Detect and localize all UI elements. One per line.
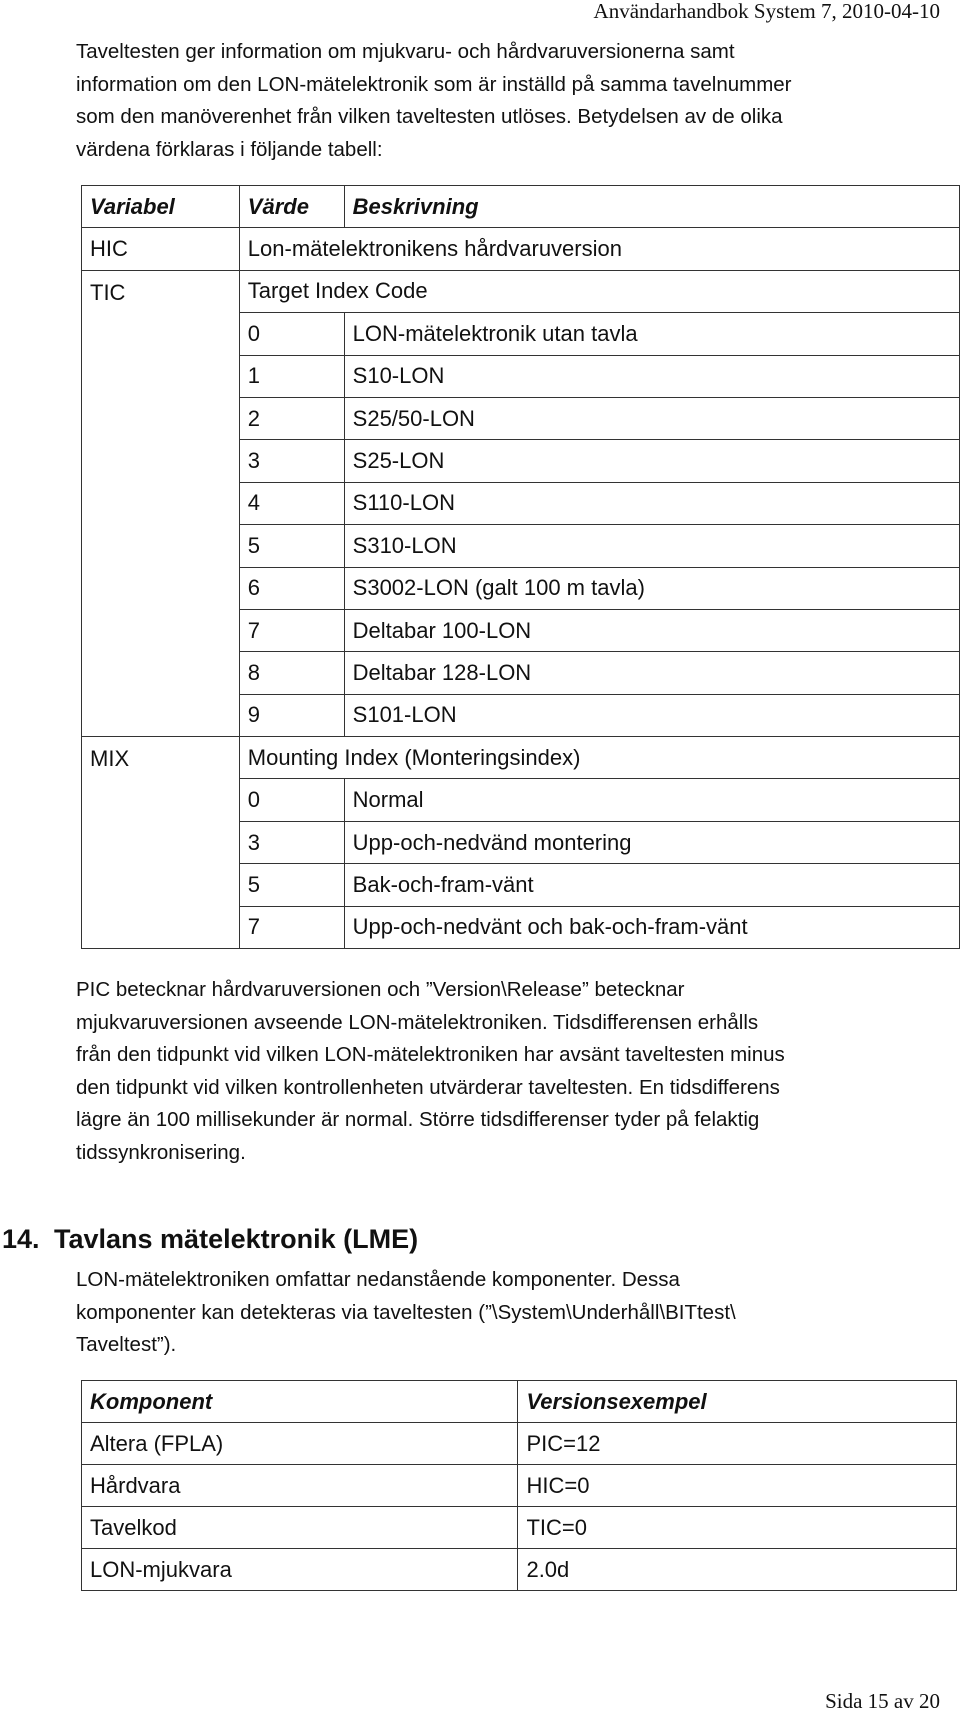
paragraph-line: den tidpunkt vid vilken kontrollenheten utvärderar taveltesten. En tidsdifferens [76, 1075, 780, 1099]
intro-line: Taveltesten ger information om mjukvaru- och hårdvaruversionerna samt [76, 40, 735, 63]
description-cell: S3002-LON (galt 100 m tavla) [344, 567, 959, 609]
table-row [82, 270, 960, 312]
variable-description: Target Index Code [239, 270, 959, 312]
variable-description: Mounting Index (Monteringsindex) [239, 737, 959, 779]
description-cell: Upp-och-nedvänt och bak-och-fram-vänt [344, 906, 959, 948]
description-cell: Deltabar 128-LON [344, 652, 959, 694]
table-row [82, 228, 960, 270]
pic-paragraph [76, 974, 785, 1169]
value-cell: 0 [239, 313, 344, 355]
example-cell: HIC=0 [518, 1465, 957, 1507]
intro-paragraph [76, 36, 792, 166]
value-cell: 8 [239, 652, 344, 694]
value-cell: 1 [239, 355, 344, 397]
variable-name: HIC [82, 228, 240, 270]
variable-name: MIX [82, 737, 240, 949]
section-heading [2, 1222, 418, 1256]
section-title: Tavlans mätelektronik (LME) [54, 1224, 419, 1254]
table-row [82, 737, 960, 779]
value-cell: 2 [239, 397, 344, 439]
table-row [82, 1465, 957, 1507]
value-cell: 5 [239, 864, 344, 906]
description-cell: S310-LON [344, 525, 959, 567]
value-cell: 7 [239, 609, 344, 651]
value-cell: 9 [239, 694, 344, 736]
description-cell: Deltabar 100-LON [344, 609, 959, 651]
component-cell: LON-mjukvara [82, 1549, 518, 1591]
value-cell: 4 [239, 482, 344, 524]
value-cell: 5 [239, 525, 344, 567]
description-cell: S10-LON [344, 355, 959, 397]
description-cell: Bak-och-fram-vänt [344, 864, 959, 906]
paragraph-line: mjukvaruversionen avseende LON-mätelektroniken. Tidsdifferensen erhålls [76, 1010, 759, 1034]
description-cell: Normal [344, 779, 959, 821]
paragraph-line: PIC betecknar hårdvaruversionen och ”Version\Release” betecknar [76, 978, 685, 1001]
example-cell: PIC=12 [518, 1423, 957, 1465]
table-header-row [82, 186, 960, 228]
table-row [82, 1549, 957, 1591]
component-cell: Altera (FPLA) [82, 1423, 518, 1465]
description-cell: Upp-och-nedvänd montering [344, 821, 959, 863]
component-table [81, 1380, 957, 1591]
table-row [82, 1423, 957, 1465]
header-komponent: Komponent [82, 1381, 518, 1423]
component-cell: Hårdvara [82, 1465, 518, 1507]
paragraph-line: tidssynkronisering. [76, 1140, 246, 1164]
header-variabel: Variabel [82, 186, 240, 228]
paragraph-line: LON-mätelektroniken omfattar nedanstående komponenter. Dessa [76, 1268, 680, 1291]
page-footer: Sida 15 av 20 [825, 1689, 940, 1712]
paragraph-line: lägre än 100 millisekunder är normal. Större tidsdifferenser tyder på felaktig [76, 1108, 760, 1131]
description-cell: S101-LON [344, 694, 959, 736]
variable-description: Lon-mätelektronikens hårdvaruversion [239, 228, 959, 270]
description-cell: S110-LON [344, 482, 959, 524]
value-cell: 3 [239, 821, 344, 863]
intro-line: värdena förklaras i följande tabell: [76, 137, 383, 161]
description-cell: S25/50-LON [344, 397, 959, 439]
table-row [82, 1507, 957, 1549]
page-header: Användarhandbok System 7, 2010-04-10 [593, 0, 940, 23]
header-varde: Värde [239, 186, 344, 228]
section-number: 14. [2, 1224, 40, 1254]
variable-name: TIC [82, 270, 240, 736]
header-beskrivning: Beskrivning [344, 186, 959, 228]
description-cell: LON-mätelektronik utan tavla [344, 313, 959, 355]
section-paragraph [76, 1264, 736, 1362]
paragraph-line: från den tidpunkt vid vilken LON-mätelektroniken har avsänt taveltesten minus [76, 1043, 785, 1066]
value-cell: 6 [239, 567, 344, 609]
paragraph-line: komponenter kan detekteras via taveltesten (”\System\Underhåll\BITtest\ [76, 1300, 736, 1324]
description-cell: S25-LON [344, 440, 959, 482]
example-cell: 2.0d [518, 1549, 957, 1591]
component-cell: Tavelkod [82, 1507, 518, 1549]
value-cell: 7 [239, 906, 344, 948]
example-cell: TIC=0 [518, 1507, 957, 1549]
paragraph-line: Taveltest”). [76, 1333, 177, 1356]
table-header-row [82, 1381, 957, 1423]
header-versionsexempel: Versionsexempel [518, 1381, 957, 1423]
intro-line: information om den LON-mätelektronik som är inställd på samma tavelnummer [76, 72, 792, 96]
value-cell: 3 [239, 440, 344, 482]
intro-line: som den manöverenhet från vilken taveltesten utlöses. Betydelsen av de olika [76, 105, 783, 128]
variable-table [81, 185, 960, 949]
value-cell: 0 [239, 779, 344, 821]
